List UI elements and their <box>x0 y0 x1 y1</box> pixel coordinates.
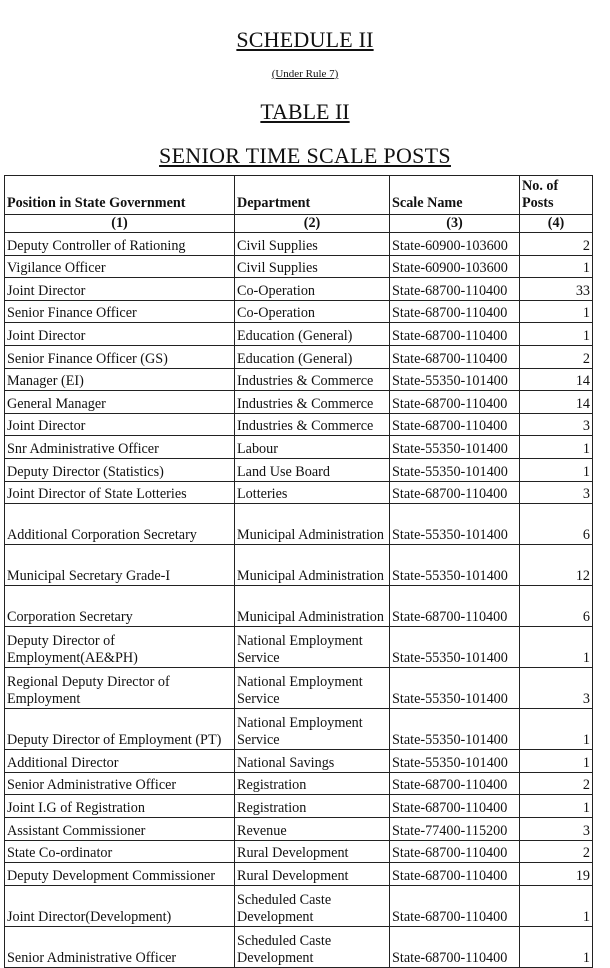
scale-cell: State-68700-110400 <box>390 926 520 967</box>
position-cell: Senior Administrative Officer <box>5 772 235 795</box>
position-cell: Municipal Secretary Grade-I <box>5 545 235 586</box>
position-cell: General Manager <box>5 391 235 414</box>
scale-cell: State-55350-101400 <box>390 627 520 668</box>
posts-cell: 2 <box>520 345 593 368</box>
scale-cell: State-68700-110400 <box>390 323 520 346</box>
posts-cell: 1 <box>520 627 593 668</box>
position-cell: State Co-ordinator <box>5 840 235 863</box>
table-row <box>5 668 593 709</box>
table-number-heading: TABLE II <box>260 99 350 124</box>
posts-cell: 6 <box>520 586 593 627</box>
position-cell: Deputy Development Commissioner <box>5 863 235 886</box>
posts-cell: 1 <box>520 795 593 818</box>
scale-cell: State-68700-110400 <box>390 840 520 863</box>
posts-cell: 1 <box>520 709 593 750</box>
table-row <box>5 750 593 773</box>
column-number: (2) <box>235 215 390 233</box>
scale-cell: State-68700-110400 <box>390 795 520 818</box>
column-number-row <box>5 215 593 233</box>
position-cell: Additional Corporation Secretary <box>5 504 235 545</box>
posts-cell: 3 <box>520 481 593 504</box>
department-cell: Registration <box>235 772 390 795</box>
position-cell: Deputy Director of Employment (PT) <box>5 709 235 750</box>
posts-cell: 1 <box>520 436 593 459</box>
department-cell: Scheduled Caste Development <box>235 926 390 967</box>
position-cell: Senior Finance Officer <box>5 300 235 323</box>
column-number: (4) <box>520 215 593 233</box>
scale-cell: State-55350-101400 <box>390 504 520 545</box>
column-header-position: Position in State Government <box>5 176 235 215</box>
department-cell: Industries & Commerce <box>235 391 390 414</box>
department-cell: Land Use Board <box>235 458 390 481</box>
department-cell: Industries & Commerce <box>235 413 390 436</box>
table-row <box>5 709 593 750</box>
scale-cell: State-55350-101400 <box>390 545 520 586</box>
table-row <box>5 323 593 346</box>
table-row <box>5 413 593 436</box>
department-cell: Scheduled Caste Development <box>235 885 390 926</box>
posts-cell: 1 <box>520 750 593 773</box>
table-row <box>5 481 593 504</box>
position-cell: Senior Finance Officer (GS) <box>5 345 235 368</box>
scale-cell: State-68700-110400 <box>390 772 520 795</box>
position-cell: Manager (EI) <box>5 368 235 391</box>
scale-cell: State-68700-110400 <box>390 300 520 323</box>
scale-cell: State-68700-110400 <box>390 413 520 436</box>
position-cell: Joint I.G of Registration <box>5 795 235 818</box>
table-row <box>5 368 593 391</box>
posts-cell: 1 <box>520 323 593 346</box>
schedule-heading: SCHEDULE II <box>236 27 374 52</box>
position-cell: Deputy Controller of Rationing <box>5 233 235 256</box>
table-row <box>5 391 593 414</box>
department-cell: Registration <box>235 795 390 818</box>
scale-cell: State-68700-110400 <box>390 586 520 627</box>
department-cell: Education (General) <box>235 323 390 346</box>
scale-cell: State-55350-101400 <box>390 709 520 750</box>
table-row <box>5 300 593 323</box>
department-cell: Education (General) <box>235 345 390 368</box>
scale-cell: State-55350-101400 <box>390 436 520 459</box>
posts-cell: 1 <box>520 300 593 323</box>
position-cell: Joint Director(Development) <box>5 885 235 926</box>
posts-cell: 1 <box>520 255 593 278</box>
department-cell: Industries & Commerce <box>235 368 390 391</box>
position-cell: Snr Administrative Officer <box>5 436 235 459</box>
table-body <box>5 233 593 968</box>
table-row <box>5 504 593 545</box>
posts-cell: 2 <box>520 233 593 256</box>
department-cell: Municipal Administration <box>235 545 390 586</box>
position-cell: Deputy Director (Statistics) <box>5 458 235 481</box>
posts-cell: 14 <box>520 391 593 414</box>
position-cell: Assistant Commissioner <box>5 817 235 840</box>
table-row <box>5 255 593 278</box>
table-row <box>5 885 593 926</box>
position-cell: Regional Deputy Director of Employment <box>5 668 235 709</box>
posts-cell: 19 <box>520 863 593 886</box>
department-cell: Municipal Administration <box>235 586 390 627</box>
department-cell: National Employment Service <box>235 709 390 750</box>
table-row <box>5 586 593 627</box>
scale-cell: State-68700-110400 <box>390 481 520 504</box>
department-cell: Rural Development <box>235 863 390 886</box>
department-cell: Rural Development <box>235 840 390 863</box>
posts-cell: 3 <box>520 668 593 709</box>
column-header-posts: No. of Posts <box>520 176 593 215</box>
column-header-department: Department <box>235 176 390 215</box>
posts-cell: 1 <box>520 885 593 926</box>
table-row <box>5 233 593 256</box>
posts-cell: 6 <box>520 504 593 545</box>
department-cell: Co-Operation <box>235 300 390 323</box>
scale-cell: State-55350-101400 <box>390 368 520 391</box>
table-row <box>5 840 593 863</box>
posts-cell: 33 <box>520 278 593 301</box>
table-row <box>5 926 593 967</box>
department-cell: Civil Supplies <box>235 233 390 256</box>
posts-cell: 3 <box>520 413 593 436</box>
posts-cell: 2 <box>520 772 593 795</box>
scale-cell: State-60900-103600 <box>390 233 520 256</box>
position-cell: Joint Director of State Lotteries <box>5 481 235 504</box>
department-cell: National Savings <box>235 750 390 773</box>
scale-cell: State-55350-101400 <box>390 668 520 709</box>
position-cell: Joint Director <box>5 278 235 301</box>
posts-cell: 2 <box>520 840 593 863</box>
department-cell: Co-Operation <box>235 278 390 301</box>
posts-cell: 1 <box>520 458 593 481</box>
column-number: (3) <box>390 215 520 233</box>
column-header-scale: Scale Name <box>390 176 520 215</box>
scale-cell: State-68700-110400 <box>390 278 520 301</box>
table-row <box>5 817 593 840</box>
rule-reference: (Under Rule 7) <box>271 68 339 80</box>
table-row <box>5 795 593 818</box>
position-cell: Joint Director <box>5 413 235 436</box>
table-row <box>5 458 593 481</box>
header-row <box>5 176 593 215</box>
table-row <box>5 545 593 586</box>
posts-cell: 3 <box>520 817 593 840</box>
posts-cell: 12 <box>520 545 593 586</box>
department-cell: Revenue <box>235 817 390 840</box>
table-row <box>5 436 593 459</box>
column-number: (1) <box>5 215 235 233</box>
department-cell: Lotteries <box>235 481 390 504</box>
posts-cell: 1 <box>520 926 593 967</box>
scale-cell: State-68700-110400 <box>390 863 520 886</box>
scale-cell: State-55350-101400 <box>390 750 520 773</box>
table-row <box>5 863 593 886</box>
posts-table <box>4 175 593 968</box>
table-row <box>5 772 593 795</box>
position-cell: Vigilance Officer <box>5 255 235 278</box>
scale-cell: State-68700-110400 <box>390 345 520 368</box>
posts-cell: 14 <box>520 368 593 391</box>
scale-cell: State-77400-115200 <box>390 817 520 840</box>
position-cell: Senior Administrative Officer <box>5 926 235 967</box>
scale-cell: State-68700-110400 <box>390 391 520 414</box>
scale-cell: State-55350-101400 <box>390 458 520 481</box>
department-cell: National Employment Service <box>235 627 390 668</box>
position-cell: Deputy Director of Employment(AE&PH) <box>5 627 235 668</box>
position-cell: Joint Director <box>5 323 235 346</box>
table-row <box>5 627 593 668</box>
scale-cell: State-60900-103600 <box>390 255 520 278</box>
department-cell: Civil Supplies <box>235 255 390 278</box>
position-cell: Additional Director <box>5 750 235 773</box>
department-cell: Municipal Administration <box>235 504 390 545</box>
table-row <box>5 278 593 301</box>
department-cell: National Employment Service <box>235 668 390 709</box>
table-row <box>5 345 593 368</box>
table-title: SENIOR TIME SCALE POSTS <box>159 143 451 168</box>
scale-cell: State-68700-110400 <box>390 885 520 926</box>
position-cell: Corporation Secretary <box>5 586 235 627</box>
department-cell: Labour <box>235 436 390 459</box>
